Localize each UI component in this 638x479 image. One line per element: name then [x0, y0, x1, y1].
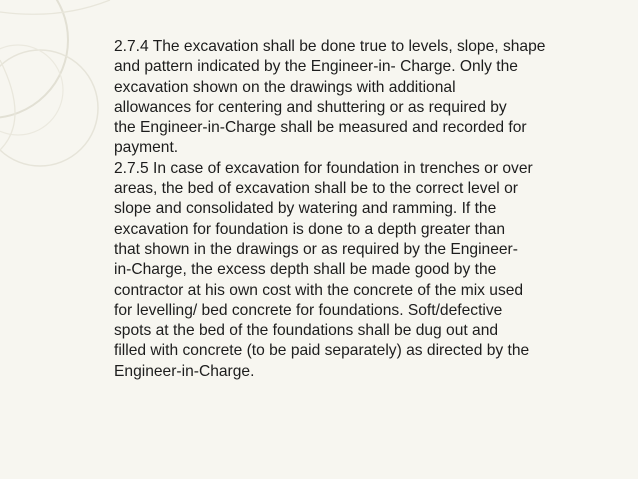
text-line: in-Charge, the excess depth shall be made good by the [114, 261, 497, 279]
text-line: 2.7.5 In case of excavation for foundation in trenches or over [114, 159, 533, 177]
text-line: payment. [114, 139, 179, 157]
text-line: for levelling/ bed concrete for foundations. Soft/defective [114, 301, 503, 319]
slide-body [114, 37, 614, 382]
paragraph-2-7-4 [114, 37, 614, 159]
text-line: excavation for foundation is done to a depth greater than [114, 220, 505, 238]
paragraph-2-7-5 [114, 159, 614, 382]
text-line: Engineer-in-Charge. [114, 362, 255, 380]
text-line: excavation shown on the drawings with additional [114, 78, 456, 96]
text-line: the Engineer-in-Charge shall be measured and recorded for [114, 119, 527, 137]
text-line: areas, the bed of excavation shall be to the correct level or [114, 180, 518, 198]
decorative-arc-top [0, 0, 110, 14]
text-line: 2.7.4 The excavation shall be done true to levels, slope, shape [114, 38, 546, 55]
text-line: slope and consolidated by watering and ramming. If the [114, 200, 497, 218]
text-line: that shown in the drawings or as required by the Engineer- [114, 240, 518, 258]
decorative-arc-left [0, 60, 15, 150]
text-line: and pattern indicated by the Engineer-in- Charge. Only the [114, 58, 518, 76]
text-line: contractor at his own cost with the concrete of the mix used [114, 281, 524, 299]
text-line: spots at the bed of the foundations shall be dug out and [114, 322, 499, 340]
text-line: filled with concrete (to be paid separately) as directed by the [114, 342, 530, 360]
text-line: allowances for centering and shuttering or as required by [114, 98, 507, 116]
